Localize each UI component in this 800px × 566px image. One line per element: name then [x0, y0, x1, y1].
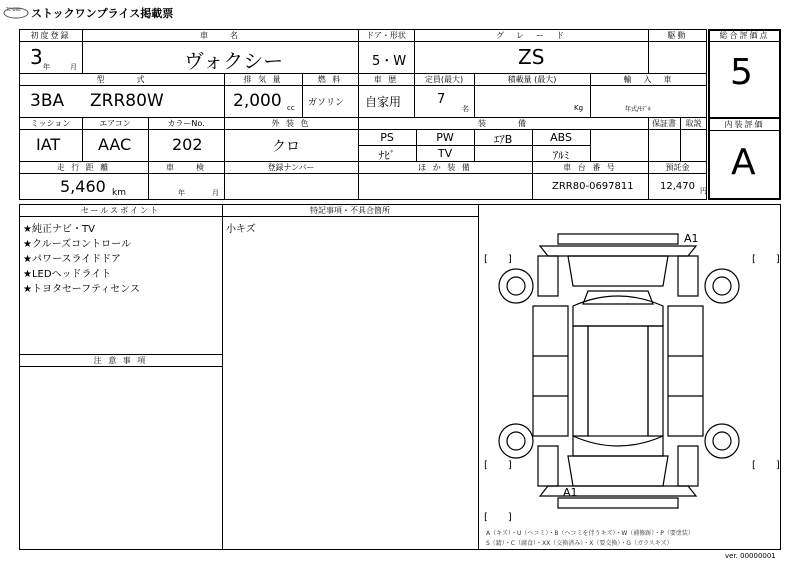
capacity-label: 定員(最大): [424, 75, 464, 84]
bracket-box: [ ]: [484, 512, 512, 523]
mission-value: IAT: [36, 135, 61, 154]
fuel-value: ガソリン: [308, 98, 345, 108]
manual-label: 取説: [685, 119, 702, 128]
equip-pw: PW: [436, 131, 454, 144]
model-prefix-value: 3BA: [30, 91, 65, 111]
list-item: ★パワースライドドア: [23, 254, 121, 265]
interior-label: 内装評価: [724, 120, 765, 129]
bracket-box: [ ]: [752, 460, 780, 471]
import-label: 輸 入 車: [623, 75, 674, 84]
drive-label: 駆動: [667, 31, 688, 40]
car-name-label: 車 名: [200, 31, 240, 40]
first-reg-year: 3: [30, 45, 43, 69]
list-item: ★トヨタセーフティセンス: [23, 284, 140, 295]
model-year-label: 年式/ﾓﾃﾞﾙ: [625, 106, 652, 113]
total-score-label: 総合評価点: [719, 31, 770, 40]
deposit-value: 12,470: [660, 181, 695, 192]
equip-airbag: ｴｱB: [493, 133, 513, 146]
aircon-value: AAC: [98, 135, 132, 154]
list-item: ★LEDヘッドライト: [23, 269, 112, 280]
damage-legend-line1: A（キズ）・U（ヘコミ）・B（ヘコミを伴うキズ）・W（補修跡）・P（要塗装）: [486, 530, 694, 537]
history-value: 自家用: [365, 95, 402, 109]
interior-score-value: A: [731, 142, 756, 183]
version-label: ver. 00000001: [725, 552, 776, 560]
plate-label: 登録ナンバー: [267, 163, 315, 172]
equip-navi: ﾅﾋﾞ: [378, 149, 396, 162]
equipment-label: 装 備: [478, 119, 528, 128]
warranty-label: 保証書: [652, 119, 676, 128]
header-table: [19, 29, 707, 200]
notes-label: 注 意 事 項: [93, 356, 148, 365]
car-damage-diagram: [478, 216, 781, 546]
displacement-value: 2,000: [233, 91, 282, 111]
car-name-value: ヴォクシー: [184, 49, 284, 73]
list-item: ★純正ナビ・TV: [23, 224, 95, 235]
chassis-value: ZRR80-0697811: [552, 181, 634, 192]
total-score-value: 5: [730, 52, 753, 93]
mission-label: ミッション: [30, 119, 71, 128]
sales-point-label: セールスポイント: [80, 206, 161, 215]
model-label: 型 式: [96, 75, 147, 84]
bracket-box: [ ]: [484, 254, 512, 265]
equip-alloy: ｱﾙﾐ: [552, 149, 570, 162]
displacement-label: 排 気 量: [243, 75, 283, 84]
damage-mark-front: A1: [684, 232, 699, 245]
color-no-label: カラーNo.: [167, 119, 205, 128]
damage-mark-rear: A1: [563, 486, 578, 499]
mileage-label: 走 行 距 離: [56, 163, 111, 172]
capacity-value: 7: [437, 92, 446, 107]
equip-tv: TV: [437, 147, 453, 160]
damage-legend-line2: S（錆）・C（腐食）・XX（交換済み）・X（要交換）・G（ガラスキズ）: [486, 540, 673, 547]
deposit-label: 預託金: [665, 163, 690, 172]
load-label: 積載量 (最大): [507, 75, 557, 84]
grade-label: グ レ ー ド: [496, 31, 566, 40]
fuel-label: 燃 料: [317, 75, 343, 84]
other-equip-label: ほ か 装 備: [418, 163, 472, 172]
door-type-label: ドア・形状: [366, 31, 406, 40]
grade-value: ZS: [518, 45, 545, 69]
logo: TC-web: [3, 4, 29, 18]
equip-ps: PS: [380, 131, 394, 144]
bracket-box: [ ]: [484, 460, 512, 471]
inspection-label: 車 検: [166, 163, 206, 172]
aircon-label: エアコン: [99, 119, 131, 128]
bracket-box: [ ]: [752, 254, 780, 265]
list-item: ★クルーズコントロール: [23, 239, 131, 250]
door-type-value: 5・W: [372, 54, 407, 69]
exterior-color-value: クロ: [272, 139, 300, 155]
sales-point-list: [23, 222, 140, 297]
history-label: 車 歴: [373, 75, 399, 84]
equip-abs: ABS: [550, 131, 572, 144]
model-value: ZRR80W: [90, 91, 164, 111]
mileage-value: 5,460: [60, 177, 106, 196]
form-title: ストックワンプライス掲載票: [31, 7, 174, 20]
color-no-value: 202: [172, 135, 203, 154]
special-notes-text: 小キズ: [226, 224, 256, 235]
first-reg-label: 初度登録: [30, 31, 71, 40]
special-notes-label: 特記事項・不具合箇所: [310, 206, 390, 215]
chassis-label: 車 台 番 号: [563, 163, 617, 172]
exterior-color-label: 外 装 色: [271, 119, 311, 128]
